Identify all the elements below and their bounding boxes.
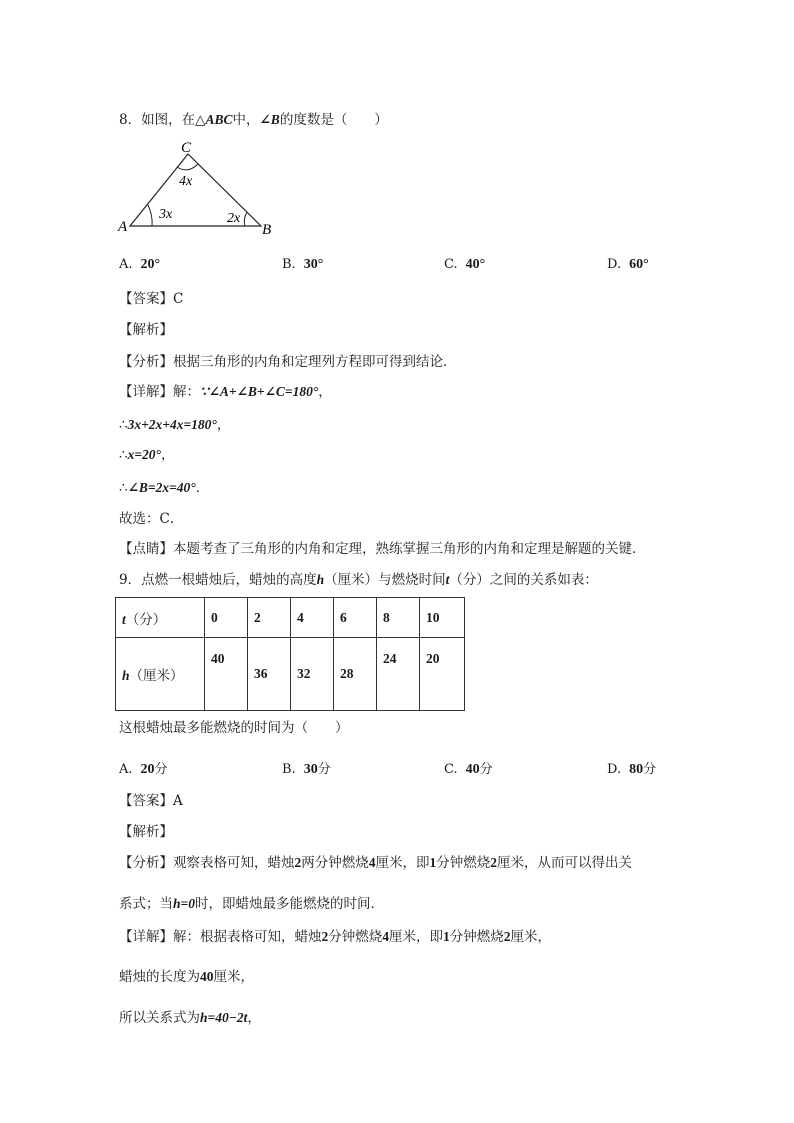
q8-step-2: ∴x=20°，	[119, 447, 175, 463]
table-cell: 4	[291, 598, 334, 638]
table-cell: 8	[377, 598, 420, 638]
vertex-a-label: A	[118, 219, 128, 235]
table-row-t	[116, 598, 465, 638]
q9-detail-2: 蜡烛的长度为40厘米，	[119, 969, 254, 985]
q9-detail-3: 所以关系式为h=40−2t，	[119, 1010, 261, 1026]
q8-question: 8．如图，在△ABC中，∠B的度数是（ ）	[119, 112, 388, 128]
q8-step-1: ∴3x+2x+4x=180°，	[119, 417, 231, 433]
detail-equation: ∵∠A+∠B+∠C=180°	[200, 384, 319, 399]
var-t: t	[445, 572, 450, 587]
table-cell: 40	[205, 638, 248, 711]
q8-option-d[interactable]: D. 60°	[607, 257, 649, 272]
table-cell: 32	[291, 638, 334, 711]
table-cell: 20	[420, 638, 465, 711]
q8-step-3: ∴∠B=2x=40°．	[119, 480, 210, 496]
step-2-equation: x=20°	[127, 447, 161, 462]
q8-option-a[interactable]: A. 20°	[119, 257, 161, 272]
angle-b: ∠B	[259, 112, 280, 127]
triangle-abc: △ABC	[195, 112, 233, 127]
angle-b-label: 2x	[227, 211, 241, 226]
table-cell: 28	[334, 638, 377, 711]
q8-detail: 【详解】解：∵∠A+∠B+∠C=180°，	[119, 384, 332, 400]
var-h: h	[316, 572, 325, 587]
step-1-equation: 3x+2x+4x=180°	[127, 417, 217, 432]
table-cell: 24	[377, 638, 420, 711]
angle-c-label: 4x	[179, 174, 193, 189]
table-row-h	[116, 638, 465, 711]
q8-analysis-title: 【解析】	[119, 322, 173, 338]
q8-comment: 【点睛】本题考查了三角形的内角和定理，熟练掌握三角形的内角和定理是解题的关键．	[119, 541, 646, 557]
angle-arc-c	[177, 164, 198, 170]
q9-detail-1: 【详解】解：根据表格可知，蜡烛2分钟燃烧4厘米，即1分钟燃烧2厘米，	[119, 929, 551, 945]
triangle-figure	[115, 138, 280, 238]
vertex-b-label: B	[262, 222, 272, 238]
table-cell: 2	[248, 598, 291, 638]
angle-a-label: 3x	[159, 207, 173, 222]
table-cell: 36	[248, 638, 291, 711]
table-cell: 6	[334, 598, 377, 638]
q9-analysis-2: 系式；当h=0时，即蜡烛最多能燃烧的时间．	[119, 896, 384, 912]
q8-answer: 【答案】C	[119, 291, 184, 307]
q9-option-a[interactable]: A. 20分	[119, 762, 168, 777]
vertex-c-label: C	[181, 140, 192, 156]
q9-analysis-title: 【解析】	[119, 824, 173, 840]
triangle-shape	[130, 154, 261, 226]
q8-option-b[interactable]: B. 30°	[282, 257, 324, 272]
q9-answer: 【答案】A	[119, 793, 183, 809]
angle-arc-b	[244, 212, 247, 226]
step-3-equation: ∠B=2x=40°	[127, 480, 196, 495]
q9-option-b[interactable]: B. 30分	[282, 762, 331, 777]
q9-option-c[interactable]: C. 40分	[444, 762, 493, 777]
q8-option-c[interactable]: C. 40°	[444, 257, 486, 272]
candle-table	[115, 597, 465, 711]
h-zero-equation: h=0	[173, 896, 195, 911]
relation-equation: h=40−2t	[200, 1010, 248, 1025]
table-cell: 10	[420, 598, 465, 638]
angle-arc-a	[148, 205, 152, 226]
q8-choose: 故选：C．	[119, 511, 184, 527]
table-header-t: t（分）	[116, 598, 205, 638]
q9-question: 9．点燃一根蜡烛后，蜡烛的高度h（厘米）与燃烧时间t（分）之间的关系如表：	[119, 572, 598, 588]
q9-question-2: 这根蜡烛最多能燃烧的时间为（ ）	[119, 720, 349, 736]
table-header-h: h（厘米）	[116, 638, 205, 711]
q8-analysis: 【分析】根据三角形的内角和定理列方程即可得到结论．	[119, 354, 457, 370]
q9-option-d[interactable]: D. 80分	[607, 762, 657, 777]
q9-analysis-1: 【分析】观察表格可知，蜡烛2两分钟燃烧4厘米，即1分钟燃烧2厘米，从而可以得出关	[119, 855, 632, 871]
table-cell: 0	[205, 598, 248, 638]
